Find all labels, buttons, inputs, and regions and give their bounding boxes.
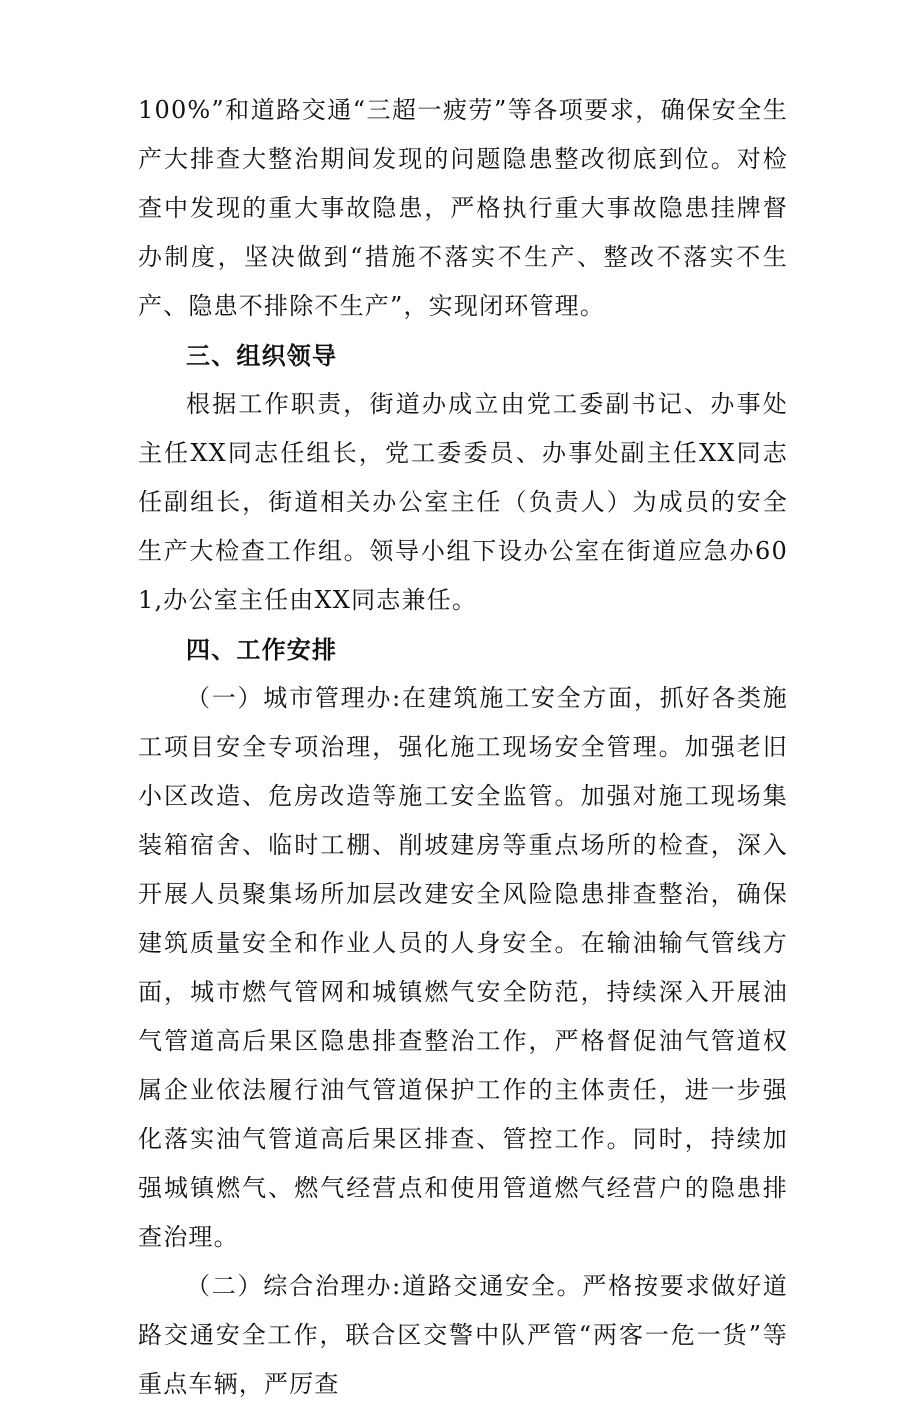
paragraph-comprehensive-governance: （二）综合治理办:道路交通安全。严格按要求做好道路交通安全工作，联合区交警中队严管“两客一危一货”等重点车辆，严厉查 (138, 1272, 788, 1398)
paragraph-city-management: （一）城市管理办:在建筑施工安全方面，抓好各类施工项目安全专项治理，强化施工现场安全管理。加强老旧小区改造、危房改造等施工安全监管。加强对施工现场集装箱宿舍、临时工棚、削坡建房等重点场所的检查，深入开展人员聚集场所加层改建安全风险隐患排查整治，确保建筑质量安全和作业人员的人身安全。在输油输气管线方面，城市燃气管网和城镇燃气安全防范，持续深入开展油气管道高后果区隐患排查整治工作，严格督促油气管道权属企业依法履行油气管道保护工作的主体责任，进一步强化落实油气管道高后果区排查、管控工作。同时，持续加强城镇燃气、燃气经营点和使用管道燃气经营户的隐患排查治理。 (138, 684, 788, 1251)
document-page (138, 86, 788, 1409)
section-heading-arrangement: 四、工作安排 (186, 635, 338, 664)
paragraph-organization: 根据工作职责，街道办成立由党工委副书记、办事处主任XX同志任组长，党工委委员、办事处副主任XX同志任副组长，街道相关办公室主任（负责人）为成员的安全生产大检查工作组。领导小组下设办公室在街道应急办601,办公室主任由XX同志兼任。 (138, 390, 788, 614)
paragraph-continuation: 100%”和道路交通“三超一疲劳”等各项要求，确保安全生产大排查大整治期间发现的问题隐患整改彻底到位。对检查中发现的重大事故隐患，严格执行重大事故隐患挂牌督办制度，坚决做到“措施不落实不生产、整改不落实不生产、隐患不排除不生产”，实现闭环管理。 (138, 96, 788, 320)
section-heading-organization: 三、组织领导 (186, 341, 338, 370)
